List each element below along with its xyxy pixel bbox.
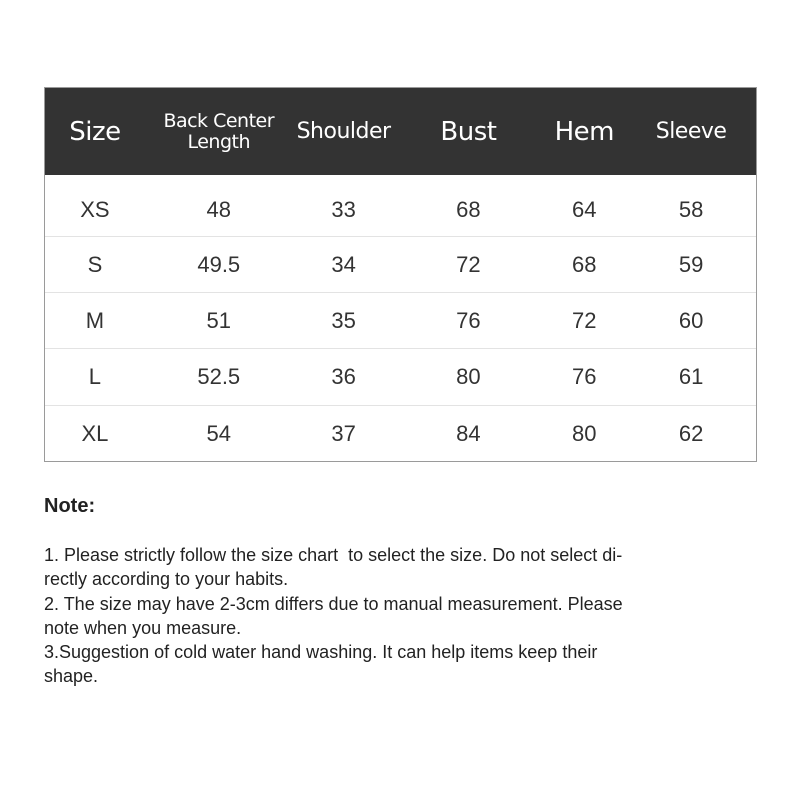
cell-bust: 72 bbox=[456, 251, 481, 277]
note-line: 1. Please strictly follow the size chart to select the size. Do not select di- bbox=[44, 545, 623, 565]
header-shoulder: Shoulder bbox=[296, 118, 391, 144]
cell-size: XL bbox=[81, 420, 109, 446]
cell-size: S bbox=[87, 251, 103, 277]
cell-shoulder: 33 bbox=[331, 196, 356, 222]
cell-hem: 80 bbox=[572, 420, 597, 446]
note-line: rectly according to your habits. bbox=[44, 569, 289, 590]
note-line: 2. The size may have 2-3cm differs due to manual measurement. Please bbox=[44, 593, 623, 614]
cell-shoulder: 37 bbox=[331, 420, 356, 446]
size-chart-table bbox=[44, 87, 757, 462]
cell-sleeve: 58 bbox=[678, 196, 704, 222]
cell-back-center-length: 48 bbox=[206, 196, 231, 222]
cell-size: M bbox=[85, 307, 105, 333]
cell-size: L bbox=[88, 364, 102, 389]
cell-shoulder: 34 bbox=[331, 251, 356, 277]
cell-sleeve: 60 bbox=[678, 307, 704, 333]
cell-back-center-length: 52.5 bbox=[197, 364, 241, 389]
cell-sleeve: 62 bbox=[678, 420, 704, 446]
header-back-center-length: Back Center Length bbox=[163, 109, 275, 153]
cell-sleeve: 59 bbox=[678, 251, 704, 277]
cell-bust: 80 bbox=[456, 364, 481, 389]
note-line: 3.Suggestion of cold water hand washing. It can help items keep their bbox=[44, 642, 598, 663]
cell-hem: 76 bbox=[572, 364, 597, 389]
cell-sleeve: 61 bbox=[678, 364, 704, 389]
header-sleeve: Sleeve bbox=[655, 118, 727, 144]
cell-back-center-length: 49.5 bbox=[197, 251, 241, 277]
cell-bust: 76 bbox=[456, 307, 481, 333]
cell-hem: 64 bbox=[572, 196, 597, 222]
note-line: note when you measure. bbox=[44, 617, 242, 638]
note-body bbox=[44, 543, 744, 689]
table-row bbox=[45, 293, 756, 349]
cell-shoulder: 35 bbox=[331, 307, 356, 333]
table-body bbox=[45, 175, 756, 463]
cell-bust: 68 bbox=[456, 196, 481, 222]
header-bust: Bust bbox=[440, 116, 497, 147]
cell-hem: 72 bbox=[572, 307, 597, 333]
table-row bbox=[45, 406, 756, 461]
note-title: Note: bbox=[44, 495, 96, 517]
table-header-row bbox=[45, 88, 756, 175]
cell-bust: 84 bbox=[456, 420, 481, 446]
header-hem: Hem bbox=[554, 116, 614, 147]
table-row bbox=[45, 349, 756, 406]
cell-back-center-length: 54 bbox=[206, 420, 231, 446]
cell-size: XS bbox=[80, 196, 110, 222]
table-row bbox=[45, 175, 756, 237]
table-row bbox=[45, 237, 756, 293]
cell-shoulder: 36 bbox=[331, 364, 356, 389]
cell-back-center-length: 51 bbox=[206, 307, 231, 333]
cell-hem: 68 bbox=[572, 251, 597, 277]
header-size: Size bbox=[69, 116, 121, 147]
note-line: shape. bbox=[44, 666, 99, 687]
